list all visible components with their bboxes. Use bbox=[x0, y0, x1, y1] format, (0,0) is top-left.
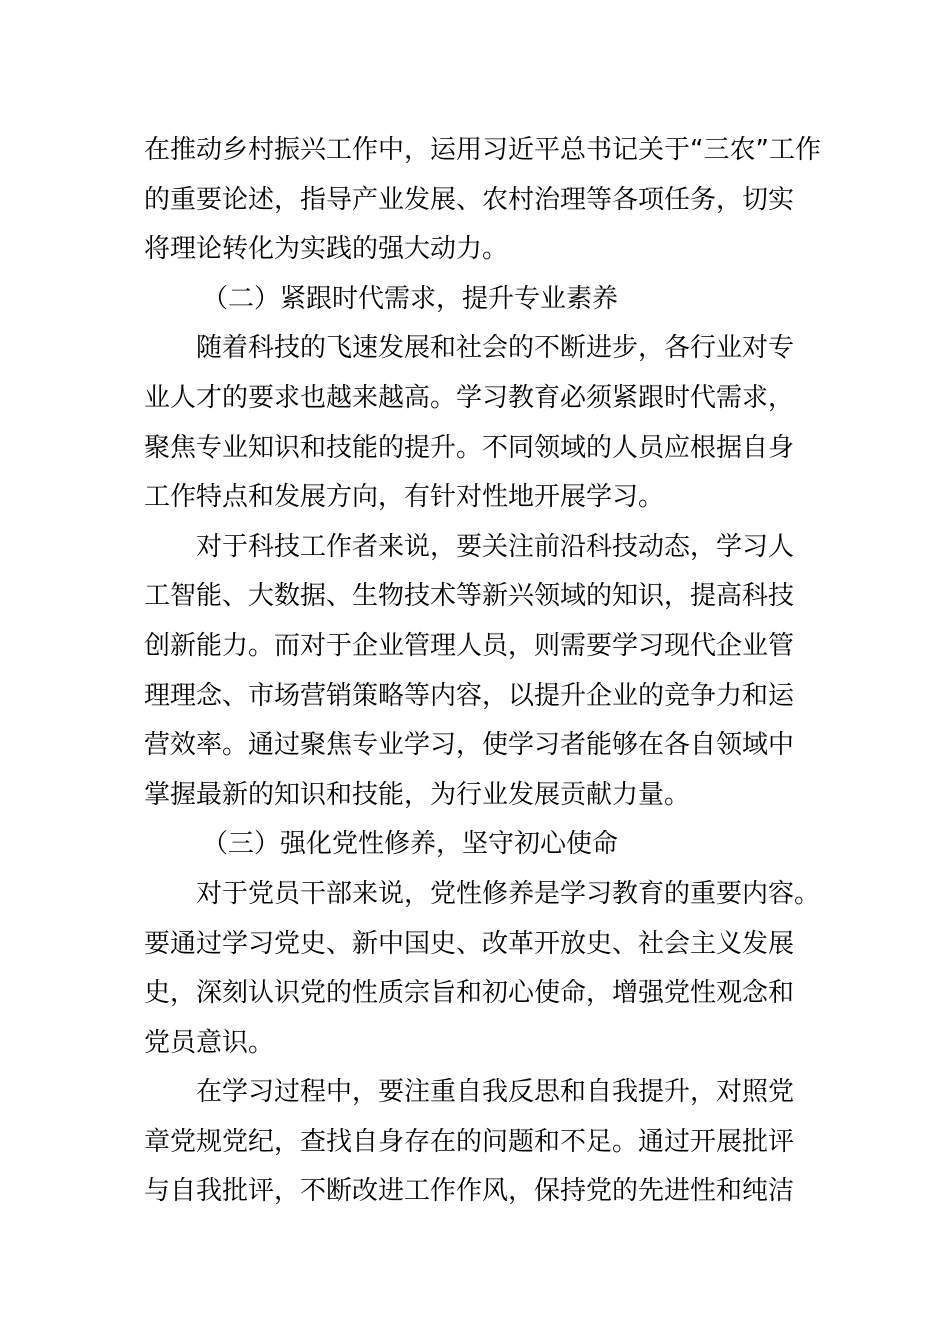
body-text-line: 章党规党纪，查找自身存在的问题和不足。通过开展批评 bbox=[144, 1126, 795, 1157]
section-heading-2: （二）紧跟时代需求，提升专业素养 bbox=[202, 283, 619, 314]
body-text-line: 业人才的要求也越来越高。学习教育必须紧跟时代需求， bbox=[144, 382, 795, 413]
text-column bbox=[144, 126, 821, 1217]
body-text-line: 与自我批评，不断改进工作作风，保持党的先进性和纯洁 bbox=[144, 1176, 795, 1207]
body-text-line: 营效率。通过聚焦专业学习，使学习者能够在各自领域中 bbox=[144, 730, 795, 761]
body-text-line: 史，深刻认识党的性质宗旨和初心使命，增强党性观念和 bbox=[144, 978, 795, 1009]
paragraph-first-line: 在学习过程中，要注重自我反思和自我提升，对照党 bbox=[196, 1077, 795, 1108]
body-text-line: 党员意识。 bbox=[144, 1027, 275, 1058]
section-heading-3: （三）强化党性修养，坚守初心使命 bbox=[202, 829, 619, 860]
body-text-line: 聚焦专业知识和技能的提升。不同领域的人员应根据自身 bbox=[144, 432, 795, 463]
body-text-line: 在推动乡村振兴工作中，运用习近平总书记关于“三农”工作 bbox=[144, 135, 821, 165]
body-text-line: 创新能力。而对于企业管理人员，则需要学习现代企业管 bbox=[144, 630, 795, 661]
body-text-line: 工智能、大数据、生物技术等新兴领域的知识，提高科技 bbox=[144, 581, 795, 612]
body-text-line: 理理念、市场营销策略等内容，以提升企业的竞争力和运 bbox=[144, 680, 795, 711]
body-text-line: 要通过学习党史、新中国史、改革开放史、社会主义发展 bbox=[144, 928, 795, 959]
paragraph-first-line: 随着科技的飞速发展和社会的不断进步，各行业对专 bbox=[196, 333, 795, 364]
paragraph-first-line: 对于科技工作者来说，要关注前沿科技动态，学习人 bbox=[196, 531, 795, 562]
body-text-line: 工作特点和发展方向，有针对性地开展学习。 bbox=[144, 482, 665, 513]
paragraph-first-line: 对于党员干部来说，党性修养是学习教育的重要内容。 bbox=[196, 878, 821, 909]
body-text-line: 将理论转化为实践的强大动力。 bbox=[144, 234, 509, 265]
body-text-line: 的重要论述，指导产业发展、农村治理等各项任务，切实 bbox=[144, 184, 795, 215]
body-text-line: 掌握最新的知识和技能，为行业发展贡献力量。 bbox=[144, 779, 691, 810]
